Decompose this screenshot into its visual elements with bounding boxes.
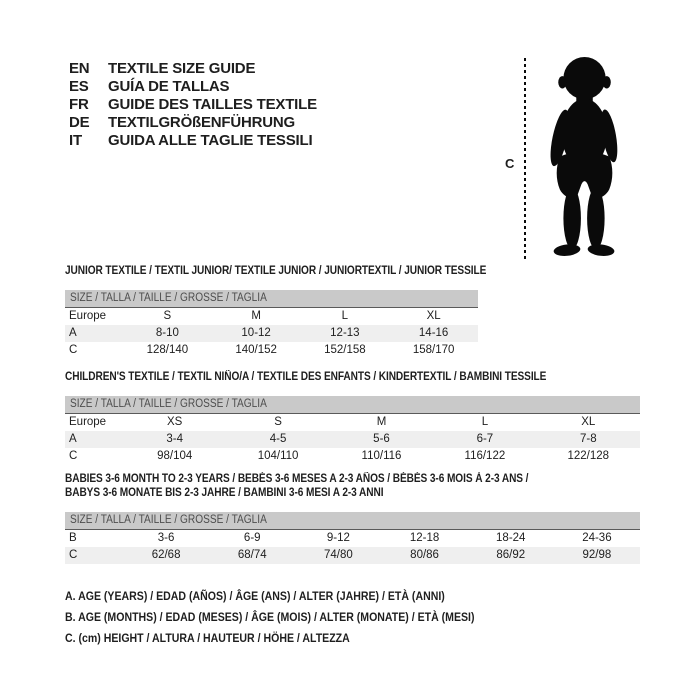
table-header [65,396,640,414]
language-code: FR [69,96,89,113]
table-row [65,414,640,431]
language-label: GUIDE DES TAILLES TEXTILE [108,96,317,113]
legend [65,586,530,649]
table-row [65,530,640,547]
row-label: A [69,327,77,339]
table-cell: 3-6 [157,532,175,544]
table-cell: 74/80 [324,549,353,561]
table-cell: L [481,416,489,428]
table-cell: 4-5 [269,433,287,445]
table-cell: 140/152 [235,344,277,356]
language-label: TEXTILGRÖßENFÜHRUNG [108,114,296,131]
table-cell: 158/170 [412,344,455,356]
height-dashed-line [524,58,526,262]
table-title: CHILDREN'S TEXTILE / TEXTIL NIÑO/A / TEXTILE DES ENFANTS / KINDERTEXTIL / BAMBINI TESSILE [65,371,547,383]
size-table-children [65,370,640,465]
table-row [65,431,640,448]
table-cell: 12-18 [409,532,440,544]
table-header-label: SIZE / TALLA / TAILLE / GRÖSSE / TAGLIA [70,398,267,410]
size-table-junior [65,264,487,359]
table-header-label: SIZE / TALLA / TAILLE / GRÖSSE / TAGLIA [70,514,267,526]
row-label: Europe [69,416,107,428]
table-cell: 80/86 [410,549,439,561]
table-cell: 110/116 [361,450,402,462]
language-code: DE [69,114,90,131]
table-body [65,414,640,465]
row-label: C [69,344,78,356]
language-code: IT [69,132,82,149]
table-cell: 8-10 [155,327,179,339]
table-cell: 6-9 [243,532,261,544]
language-code: ES [69,78,89,95]
table-cell: 24-36 [582,532,612,544]
table-cell: 104/110 [257,450,299,462]
table-cell: 6-7 [476,433,494,445]
table-row [65,325,478,342]
table-row [65,448,640,465]
table-cell: 14-16 [418,327,449,339]
legend-item: C. (cm) HEIGHT / ALTURA / HAUTEUR / HÖHE / ALTEZZA [65,631,350,645]
table-cell: 98/104 [157,450,193,462]
table-cell: 122/128 [567,450,610,462]
table-cell: 18-24 [496,532,526,544]
row-label: A [69,433,77,445]
table-cell: 10-12 [241,327,271,339]
size-table-babies [65,472,640,564]
row-label: C [69,549,78,561]
table-cell: 5-6 [373,433,390,445]
table-cell: L [341,310,349,322]
row-label: C [69,450,78,462]
table-header-label: SIZE / TALLA / TAILLE / GRÖSSE / TAGLIA [70,292,267,304]
table-cell: 116/122 [464,450,506,462]
legend-item: A. AGE (YEARS) / EDAD (AÑOS) / ÂGE (ANS) / ALTER (JAHRE) / ETÀ (ANNI) [65,589,445,603]
language-code: EN [69,60,90,77]
table-cell: 92/98 [582,549,612,561]
legend-item: B. AGE (MONTHS) / EDAD (MESES) / ÂGE (MOIS) / ALTER (MONATE) / ETÀ (MESI) [65,610,475,624]
language-label: TEXTILE SIZE GUIDE [108,60,256,77]
table-cell: 152/158 [324,344,366,356]
row-label: Europe [69,310,107,322]
row-label: B [69,532,77,544]
table-cell: 9-12 [326,532,350,544]
table-row [65,308,478,325]
table-row [65,547,640,564]
table-header [65,512,640,530]
table-cell: XS [167,416,183,428]
table-cell: XL [426,310,441,322]
table-cell: 3-4 [166,433,183,445]
table-cell: 128/140 [146,344,189,356]
table-cell: M [376,416,387,428]
measure-label-c: C [505,156,515,171]
table-cell: 12-13 [330,327,360,339]
table-header [65,290,478,308]
table-body [65,530,640,564]
table-body [65,308,478,359]
table-cell: 86/92 [496,549,526,561]
table-cell: XL [581,416,596,428]
table-title: BABIES 3-6 MONTH TO 2-3 YEARS / BEBÉS 3-6 MESES A 2-3 AÑOS / BÉBÉS 3-6 MOIS À 2-3 ANS / BABYS 3-6 MONATE BIS 2-3 JAHRE / BAMBINI 3-6 MESI A 2-3 ANNI [65,473,529,499]
language-label: GUÍA DE TALLAS [108,78,230,95]
baby-silhouette-icon [532,55,635,262]
table-cell: S [163,310,172,322]
table-cell: 68/74 [237,549,267,561]
table-cell: S [274,416,282,428]
table-row [65,342,478,359]
table-title: JUNIOR TEXTILE / TEXTIL JUNIOR/ TEXTILE JUNIOR / JUNIORTEXTIL / JUNIOR TESSILE [65,265,487,277]
table-cell: 62/68 [151,549,181,561]
language-list [69,62,317,148]
language-label: GUIDA ALLE TAGLIE TESSILI [108,132,313,149]
table-cell: M [251,310,261,322]
table-cell: 7-8 [579,433,597,445]
